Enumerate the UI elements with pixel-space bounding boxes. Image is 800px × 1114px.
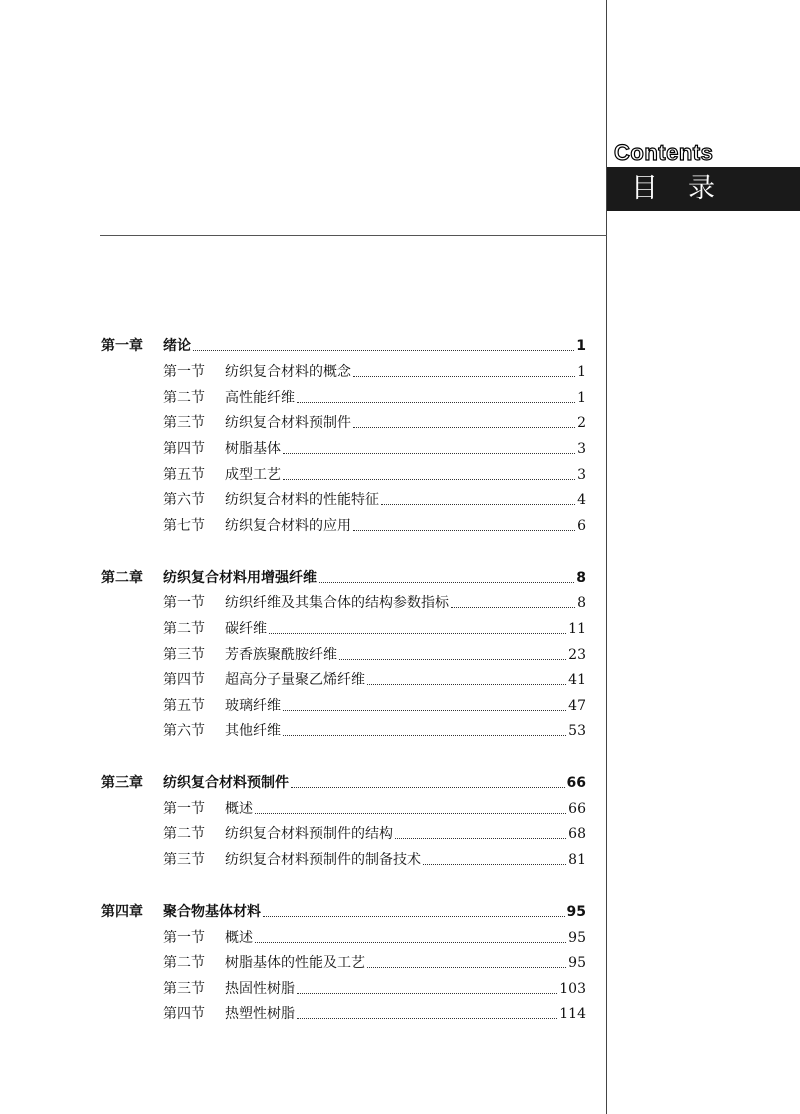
dot-leader bbox=[283, 478, 575, 480]
toc-section-entry[interactable] bbox=[163, 617, 586, 641]
page-number: 6 bbox=[577, 518, 586, 534]
section-number: 第二节 bbox=[163, 390, 205, 406]
dot-leader bbox=[263, 915, 565, 917]
section-number: 第三节 bbox=[163, 415, 205, 431]
toc-section-entry[interactable] bbox=[163, 360, 586, 384]
page-number: 95 bbox=[568, 955, 586, 971]
section-number: 第一节 bbox=[163, 595, 205, 611]
chapter-title: 绪论 bbox=[163, 338, 191, 354]
page-number: 95 bbox=[568, 930, 586, 946]
toc-chapter-entry[interactable] bbox=[101, 900, 586, 924]
chapter-number: 第二章 bbox=[101, 570, 143, 586]
section-title: 高性能纤维 bbox=[225, 390, 295, 406]
section-number: 第五节 bbox=[163, 467, 205, 483]
section-title: 纺织复合材料的性能特征 bbox=[225, 492, 379, 508]
chapter-number: 第三章 bbox=[101, 775, 143, 791]
page-number: 3 bbox=[577, 467, 586, 483]
toc-section-entry[interactable] bbox=[163, 951, 586, 975]
contents-heading-en: Contents bbox=[614, 140, 714, 165]
page-number: 66 bbox=[568, 801, 586, 817]
dot-leader bbox=[381, 503, 575, 505]
dot-leader bbox=[367, 966, 566, 968]
toc-chapter-entry[interactable] bbox=[101, 334, 586, 358]
toc-section-entry[interactable] bbox=[163, 463, 586, 487]
toc-section-entry[interactable] bbox=[163, 822, 586, 846]
toc-section-entry[interactable] bbox=[163, 411, 586, 435]
chapter-title: 纺织复合材料预制件 bbox=[163, 775, 289, 791]
chapter-title: 聚合物基体材料 bbox=[163, 904, 261, 920]
dot-leader bbox=[291, 786, 565, 788]
section-number: 第三节 bbox=[163, 981, 205, 997]
section-title: 玻璃纤维 bbox=[225, 698, 281, 714]
toc-section-entry[interactable] bbox=[163, 488, 586, 512]
dot-leader bbox=[297, 992, 557, 994]
section-number: 第二节 bbox=[163, 826, 205, 842]
toc-chapter-entry[interactable] bbox=[101, 566, 586, 590]
dot-leader bbox=[395, 837, 566, 839]
section-title: 碳纤维 bbox=[225, 621, 267, 637]
section-number: 第六节 bbox=[163, 723, 205, 739]
page-number: 41 bbox=[568, 672, 586, 688]
dot-leader bbox=[283, 734, 566, 736]
page-number: 47 bbox=[568, 698, 586, 714]
page-number: 53 bbox=[568, 723, 586, 739]
page-number: 1 bbox=[577, 364, 586, 380]
chapter-title: 纺织复合材料用增强纤维 bbox=[163, 570, 317, 586]
page-number: 8 bbox=[576, 570, 586, 586]
toc-section-entry[interactable] bbox=[163, 719, 586, 743]
toc-section-entry[interactable] bbox=[163, 977, 586, 1001]
page-number: 68 bbox=[568, 826, 586, 842]
toc-section-entry[interactable] bbox=[163, 926, 586, 950]
page-number: 8 bbox=[577, 595, 586, 611]
section-number: 第四节 bbox=[163, 672, 205, 688]
page-number: 66 bbox=[566, 775, 586, 791]
section-title: 纺织纤维及其集合体的结构参数指标 bbox=[225, 595, 449, 611]
toc-section-entry[interactable] bbox=[163, 694, 586, 718]
page-number: 114 bbox=[559, 1006, 586, 1022]
dot-leader bbox=[353, 529, 575, 531]
contents-heading-cn: 目录 bbox=[607, 167, 800, 211]
toc-section-entry[interactable] bbox=[163, 668, 586, 692]
toc-section-entry[interactable] bbox=[163, 797, 586, 821]
dot-leader bbox=[193, 349, 574, 351]
page-number: 1 bbox=[576, 338, 586, 354]
page-number: 3 bbox=[577, 441, 586, 457]
section-number: 第三节 bbox=[163, 647, 205, 663]
dot-leader bbox=[451, 606, 575, 608]
toc-section-entry[interactable] bbox=[163, 386, 586, 410]
section-number: 第七节 bbox=[163, 518, 205, 534]
dot-leader bbox=[283, 452, 575, 454]
section-title: 芳香族聚酰胺纤维 bbox=[225, 647, 337, 663]
page-number: 4 bbox=[577, 492, 586, 508]
section-number: 第四节 bbox=[163, 441, 205, 457]
toc-section-entry[interactable] bbox=[163, 591, 586, 615]
section-title: 纺织复合材料的应用 bbox=[225, 518, 351, 534]
chapter-number: 第一章 bbox=[101, 338, 143, 354]
section-number: 第一节 bbox=[163, 364, 205, 380]
section-title: 纺织复合材料的概念 bbox=[225, 364, 351, 380]
dot-leader bbox=[319, 581, 574, 583]
dot-leader bbox=[297, 1017, 557, 1019]
dot-leader bbox=[297, 401, 575, 403]
section-title: 树脂基体 bbox=[225, 441, 281, 457]
toc-section-entry[interactable] bbox=[163, 514, 586, 538]
section-title: 成型工艺 bbox=[225, 467, 281, 483]
toc-section-entry[interactable] bbox=[163, 643, 586, 667]
section-number: 第一节 bbox=[163, 801, 205, 817]
section-number: 第四节 bbox=[163, 1006, 205, 1022]
section-title: 超高分子量聚乙烯纤维 bbox=[225, 672, 365, 688]
dot-leader bbox=[353, 375, 575, 377]
section-title: 热塑性树脂 bbox=[225, 1006, 295, 1022]
dot-leader bbox=[339, 658, 566, 660]
dot-leader bbox=[269, 632, 566, 634]
page-number: 2 bbox=[577, 415, 586, 431]
section-title: 热固性树脂 bbox=[225, 981, 295, 997]
page-number: 81 bbox=[568, 852, 586, 868]
toc-section-entry[interactable] bbox=[163, 1002, 586, 1026]
page-number: 11 bbox=[568, 621, 586, 637]
page-number: 1 bbox=[577, 390, 586, 406]
section-number: 第二节 bbox=[163, 955, 205, 971]
toc-section-entry[interactable] bbox=[163, 437, 586, 461]
toc-section-entry[interactable] bbox=[163, 848, 586, 872]
dot-leader bbox=[255, 812, 566, 814]
section-title: 纺织复合材料预制件的结构 bbox=[225, 826, 393, 842]
chapter-number: 第四章 bbox=[101, 904, 143, 920]
section-title: 其他纤维 bbox=[225, 723, 281, 739]
section-title: 纺织复合材料预制件 bbox=[225, 415, 351, 431]
section-title: 概述 bbox=[225, 801, 253, 817]
section-number: 第二节 bbox=[163, 621, 205, 637]
dot-leader bbox=[283, 709, 566, 711]
page-number: 23 bbox=[568, 647, 586, 663]
section-title: 树脂基体的性能及工艺 bbox=[225, 955, 365, 971]
page-number: 95 bbox=[566, 904, 586, 920]
section-title: 概述 bbox=[225, 930, 253, 946]
page-number: 103 bbox=[559, 981, 586, 997]
section-number: 第一节 bbox=[163, 930, 205, 946]
toc-chapter-entry[interactable] bbox=[101, 771, 586, 795]
dot-leader bbox=[353, 426, 575, 428]
dot-leader bbox=[367, 683, 566, 685]
section-title: 纺织复合材料预制件的制备技术 bbox=[225, 852, 421, 868]
dot-leader bbox=[423, 863, 566, 865]
section-number: 第三节 bbox=[163, 852, 205, 868]
section-number: 第六节 bbox=[163, 492, 205, 508]
dot-leader bbox=[255, 941, 566, 943]
section-number: 第五节 bbox=[163, 698, 205, 714]
